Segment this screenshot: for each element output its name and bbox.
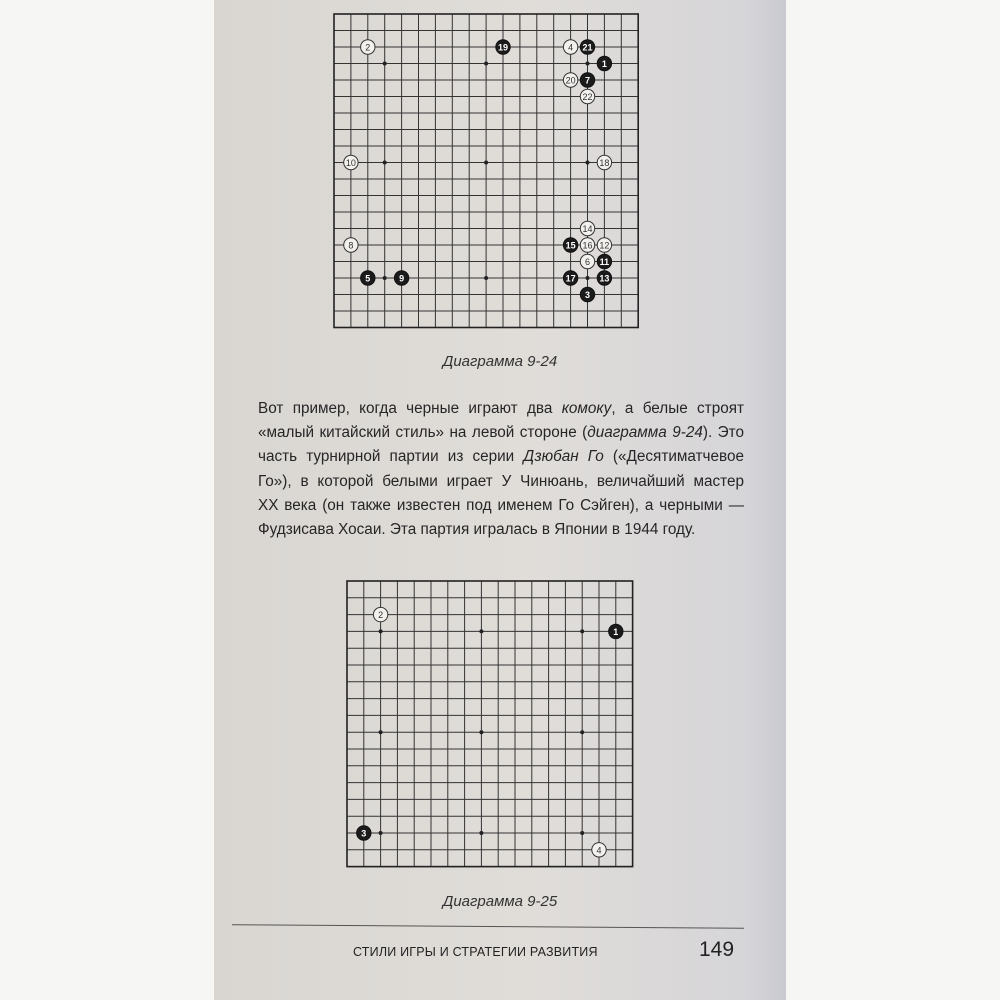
stone-move-number: 15 [565,240,576,251]
hoshi-point [479,730,483,734]
white-stone [563,73,577,87]
body-paragraph [258,397,744,542]
hoshi-point [379,730,383,734]
black-stone [580,287,594,301]
stone-move-number: 17 [565,273,576,284]
black-stone [563,238,577,252]
black-stone [361,271,375,285]
stone-move-number: 3 [584,290,591,300]
paragraph-line-4: Го»), в которой белыми играет У Чинюань, величайший мастер [258,472,744,490]
page-number: 149 [699,938,735,961]
diagram-caption-9-24: Диаграмма 9-24 [442,353,558,370]
stone-move-number: 16 [582,240,593,251]
stone-move-number: 11 [599,257,610,267]
paragraph-line-6: Фудзисава Хосаи. Эта партия игралась в Японии в 1944 году. [258,521,696,539]
stone-move-number: 22 [582,92,593,102]
hoshi-point [580,629,584,633]
stone-move-number: 1 [601,59,607,69]
stone-move-number: 12 [599,240,610,251]
stone-move-number: 5 [365,273,371,284]
background-right [786,0,1000,1000]
black-stone [357,826,371,840]
hoshi-point [379,831,383,835]
white-stone [563,40,577,54]
white-stone [580,89,594,103]
white-stone [592,843,606,857]
board-frame [347,581,633,867]
white-stone [580,238,594,252]
white-stone [373,607,387,621]
stone-move-number: 4 [596,845,602,856]
black-stone [597,254,611,268]
black-stone [597,271,611,285]
stone-move-number: 21 [582,42,593,53]
hoshi-point [484,276,488,280]
hoshi-point [383,161,387,165]
black-stone [609,624,623,638]
white-stone [361,40,375,54]
stone-move-number: 7 [584,75,591,86]
paragraph-line-3: часть турнирной партии из серии Дзюбан Го («Десятиматчевое [258,448,745,466]
stone-move-number: 13 [599,273,610,284]
hoshi-point [484,62,488,66]
black-stone [496,40,510,54]
stone-move-number: 19 [497,42,509,53]
hoshi-point [379,629,383,633]
hoshi-point [580,730,584,734]
hoshi-point [586,161,590,165]
diagram-caption-9-25: Диаграмма 9-25 [442,893,558,910]
stone-move-number: 1 [613,626,619,637]
hoshi-point [586,62,590,66]
black-stone [563,271,577,285]
white-stone [597,238,611,252]
black-stone [597,56,611,70]
black-stone [580,73,594,87]
white-stone [580,221,594,235]
italic-term: комоку [561,400,612,417]
hoshi-point [580,831,584,835]
paragraph-line-1: Вот пример, когда черные играют два комоку, а белые строят [258,400,744,417]
stone-move-number: 9 [399,273,405,284]
white-stone [580,254,594,268]
stone-move-number: 4 [568,42,574,53]
hoshi-point [586,276,590,280]
stone-move-number: 8 [348,240,354,251]
background-left [0,0,214,1000]
black-stone [394,271,408,285]
white-stone [344,155,358,169]
stone-move-number: 14 [582,224,593,234]
hoshi-point [479,831,483,835]
stone-move-number: 20 [565,75,576,86]
stone-move-number: 2 [365,42,371,53]
italic-term: диаграмма 9-24 [587,424,703,442]
go-diagram-9-25 [345,579,635,868]
hoshi-point [479,629,483,633]
stone-move-number: 3 [361,828,367,839]
hoshi-point [383,62,387,66]
running-footer-title: СТИЛИ ИГРЫ И СТРАТЕГИИ РАЗВИТИЯ [353,945,598,959]
paragraph-line-5: XX века (он также известен под именем Го Сэйген), а черными — [258,496,744,514]
black-stone [580,40,594,54]
hoshi-point [484,161,488,165]
paragraph-line-2: «малый китайский стиль» на левой стороне (диаграмма 9-24). Это [258,424,744,442]
hoshi-point [383,276,387,280]
stone-move-number: 10 [345,158,356,168]
stone-move-number: 6 [584,257,591,267]
italic-term: Дзюбан Го [523,448,604,466]
white-stone [344,238,358,252]
go-diagram-9-24 [332,12,642,338]
white-stone [597,155,611,169]
stone-move-number: 18 [599,158,610,168]
stone-move-number: 2 [378,610,384,621]
